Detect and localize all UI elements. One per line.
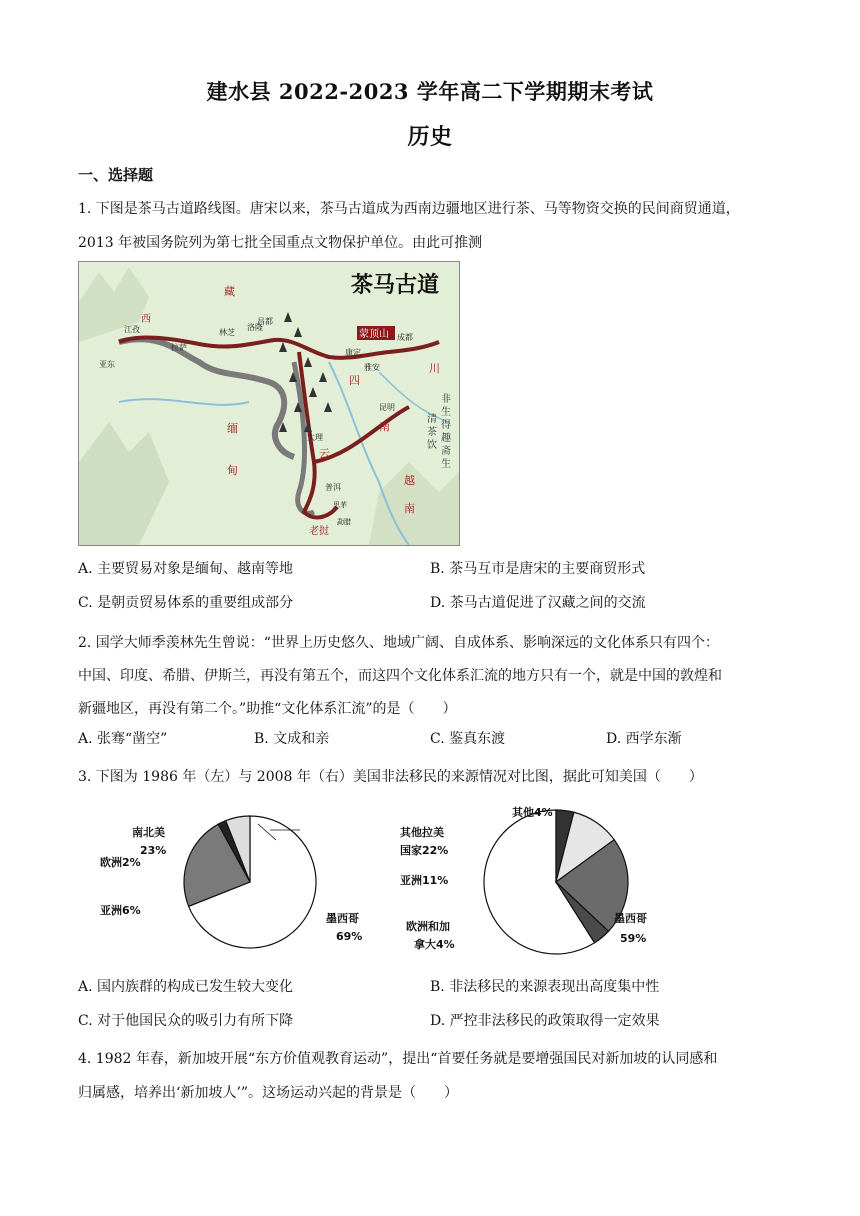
section-heading: 一、选择题 [78, 166, 154, 184]
tea-horse-road-map [78, 261, 460, 546]
q2-stem-line2: 中国、印度、希腊、伊斯兰，再没有第五个，而这四个文化体系汇流的地方只有一个，就是中国的敦煌和 [78, 668, 722, 684]
q1-option-b[interactable]: B. 茶马互市是唐宋的主要商贸形式 [430, 561, 646, 577]
page-title: 建水县 2022-2023 学年高二下学期期末考试 [206, 79, 654, 104]
map-title: 茶马古道 [351, 273, 440, 298]
map-label: 思茅 [333, 501, 347, 509]
right-label-other: 其他4% [512, 806, 553, 819]
right-label-latam-1: 其他拉美 [400, 826, 444, 839]
left-label-nbm-1: 南北美 [132, 826, 165, 839]
right-label-europe-1: 欧洲和加 [406, 920, 450, 933]
map-label: 亚东 [99, 360, 115, 369]
poem-char: 得 [441, 420, 451, 431]
q2-stem-line1: 2. 国学大师季羡林先生曾说：“世界上历史悠久、地域广阔、自成体系、影响深远的文化体系只有四个： [78, 635, 719, 651]
pie-left-slices [184, 816, 316, 948]
q3-option-d[interactable]: D. 严控非法移民的政策取得一定效果 [430, 1013, 660, 1029]
map-label: 南 [379, 420, 390, 433]
right-label-mexico-1: 墨西哥 [614, 912, 647, 925]
q3-stem: 3. 下图为 1986 年（左）与 2008 年（右）美国非法移民的来源情况对比图，据此可知美国（ ） [78, 769, 703, 785]
map-label: 林芝 [219, 328, 235, 337]
q2-option-d[interactable]: D. 西学东渐 [606, 731, 682, 747]
map-label: 勐腊 [337, 518, 351, 526]
map-label: 成都 [397, 333, 413, 342]
q3-option-c[interactable]: C. 对于他国民众的吸引力有所下降 [78, 1013, 294, 1029]
q2-option-a[interactable]: A. 张骞“凿空” [78, 731, 168, 747]
poem-char: 非 [441, 394, 451, 405]
poem-char: 趣 [441, 433, 451, 444]
pie-chart-1986 [100, 800, 390, 970]
map-label: 洛隆 [247, 323, 263, 332]
left-label-mexico-1: 墨西哥 [326, 912, 359, 925]
right-label-latam-2: 国家22% [400, 844, 449, 857]
map-label: 南 [404, 502, 415, 515]
map-label: 藏 [224, 285, 235, 298]
map-figure [79, 262, 459, 545]
poem-char: 清 [427, 414, 437, 425]
map-label: 甸 [227, 464, 238, 477]
poem-char: 斋 [441, 446, 451, 457]
map-label: 江孜 [124, 325, 140, 334]
map-label: 蒙顶山 [359, 329, 389, 340]
map-label: 老挝 [309, 526, 329, 537]
pie-chart-2008 [396, 796, 686, 974]
q1-stem-line1: 1. 下图是茶马古道路线图。唐宋以来，茶马古道成为西南边疆地区进行茶、马等物资交换的民间商贸通道， [78, 201, 740, 217]
poem-char: 生 [441, 407, 451, 418]
map-label: 四 [349, 374, 360, 387]
map-label: 昌都 [257, 317, 273, 326]
q1-stem-line2: 2013 年被国务院列为第七批全国重点文物保护单位。由此可推测 [78, 235, 483, 251]
poem-char: 生 [441, 459, 451, 470]
map-label: 缅 [227, 422, 238, 435]
q1-option-d[interactable]: D. 茶马古道促进了汉藏之间的交流 [430, 595, 646, 611]
q1-option-c[interactable]: C. 是朝贡贸易体系的重要组成部分 [78, 595, 294, 611]
subject-title: 历史 [407, 124, 453, 150]
map-label: 越 [404, 474, 415, 487]
pie-right-slices [484, 810, 628, 954]
map-label: 昆明 [379, 403, 395, 412]
map-label: 云 [319, 447, 330, 460]
map-label: 西 [141, 314, 151, 325]
map-label: 大理 [307, 433, 323, 442]
q1-option-a[interactable]: A. 主要贸易对象是缅甸、越南等地 [78, 561, 294, 577]
poem-char: 茶 [427, 427, 437, 438]
map-label: 川 [429, 362, 440, 375]
q3-option-b[interactable]: B. 非法移民的来源表现出高度集中性 [430, 979, 660, 995]
q2-option-c[interactable]: C. 鉴真东渡 [430, 731, 506, 747]
map-label: 雅安 [364, 363, 380, 372]
left-label-europe: 欧洲2% [100, 856, 141, 869]
left-label-asia: 亚洲6% [100, 904, 141, 917]
left-label-nbm-2: 23% [140, 844, 167, 857]
q2-option-b[interactable]: B. 文成和亲 [254, 731, 330, 747]
map-label: 康定 [345, 348, 361, 357]
q4-stem-line1: 4. 1982 年春，新加坡开展“东方价值观教育运动”，提出“首要任务就是要增强国民对新加坡的认同感和 [78, 1051, 718, 1067]
right-label-asia: 亚洲11% [400, 874, 449, 887]
map-label: 普洱 [325, 483, 341, 492]
q4-stem-line2: 归属感，培养出‘新加坡人’”。这场运动兴起的背景是（ ） [78, 1085, 459, 1101]
q2-stem-line3: 新疆地区，再没有第二个。”助推“文化体系汇流”的是（ ） [78, 701, 457, 717]
right-label-europe-2: 拿大4% [414, 938, 455, 951]
poem-char: 饮 [427, 440, 437, 451]
map-label: 拉萨 [171, 343, 187, 352]
right-label-mexico-2: 59% [620, 932, 647, 945]
q3-option-a[interactable]: A. 国内族群的构成已发生较大变化 [78, 979, 294, 995]
left-label-mexico-2: 69% [336, 930, 363, 943]
